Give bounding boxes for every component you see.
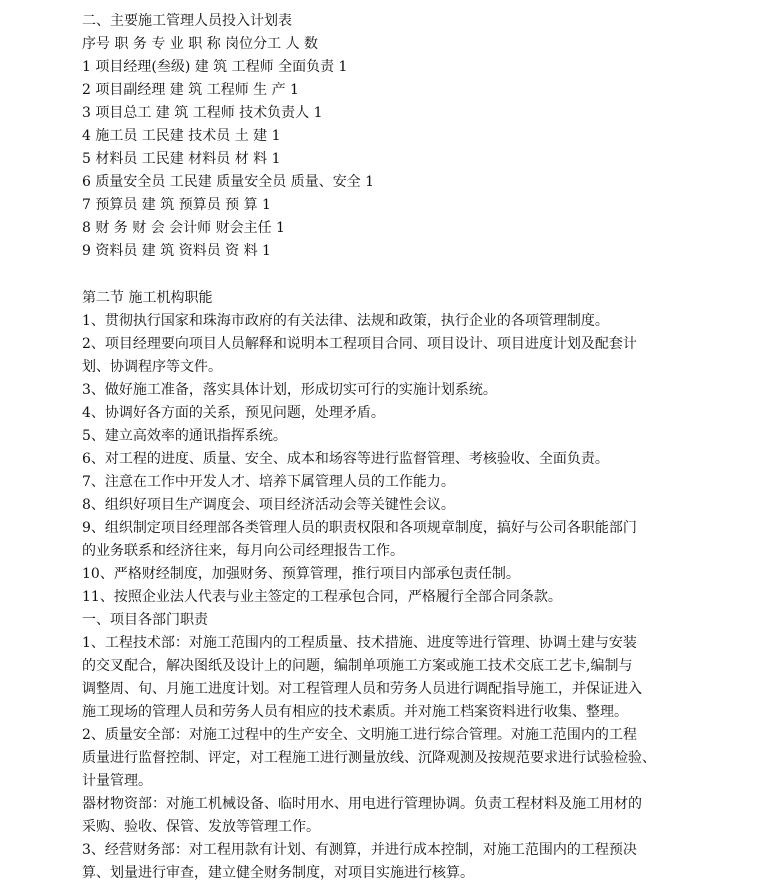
- paragraph-line: 6、对工程的进度、质量、安全、成本和场容等进行监督管理、考核验收、全面负责。: [82, 451, 609, 467]
- staff-table-row: 4 施工员 工民建 技术员 土 建 1: [82, 128, 281, 144]
- paragraph-line: 调整周、旬、月施工进度计划。对工程管理人员和劳务人员进行调配指导施工，并保证进入: [82, 681, 642, 697]
- paragraph-line: 8、组织好项目生产调度会、项目经济活动会等关键性会议。: [82, 497, 455, 513]
- paragraph-line: 的交叉配合，解决图纸及设计上的问题，编制单项施工方案或施工技术交底工艺卡,编制与: [82, 658, 633, 674]
- paragraph-line: 5、建立高效率的通讯指挥系统。: [82, 428, 287, 444]
- paragraph-line: 计量管理。: [82, 773, 152, 789]
- staff-table-row: 1 项目经理(叁级) 建 筑 工程师 全面负责 1: [82, 59, 348, 75]
- staff-table-row: 2 项目副经理 建 筑 工程师 生 产 1: [82, 82, 299, 98]
- paragraph-line: 2、质量安全部：对施工过程中的生产安全、文明施工进行综合管理。对施工范围内的工程: [82, 727, 637, 743]
- blank-line: [82, 263, 702, 287]
- paragraph-line: 7、注意在工作中开发人才、培养下属管理人员的工作能力。: [82, 474, 455, 490]
- paragraph-line: 3、做好施工准备，落实具体计划，形成切实可行的实施计划系统。: [82, 382, 497, 398]
- paragraph-line: 的业务联系和经济往来，每月向公司经理报告工作。: [82, 543, 404, 559]
- section-heading: 第二节 施工机构职能: [82, 290, 213, 306]
- staff-table-row: 8 财 务 财 会 会计师 财会主任 1: [82, 220, 285, 236]
- paragraph-line: 4、协调好各方面的关系，预见问题，处理矛盾。: [82, 405, 385, 421]
- paragraph-line: 划、协调程序等文件。: [82, 359, 222, 375]
- staff-table-row: 6 质量安全员 工民建 质量安全员 质量、安全 1: [82, 174, 375, 190]
- staff-table-row: 3 项目总工 建 筑 工程师 技术负责人 1: [82, 105, 323, 121]
- paragraph-line: 采购、验收、保管、发放等管理工作。: [82, 819, 320, 835]
- paragraph-line: 1、工程技术部：对施工范围内的工程质量、技术措施、进度等进行管理、协调土建与安装: [82, 635, 637, 651]
- paragraph-line: 9、组织制定项目经理部各类管理人员的职责权限和各项规章制度，搞好与公司各职能部门: [82, 520, 637, 536]
- document-page: [82, 0, 702, 885]
- paragraph-line: 3、经营财务部：对工程用款有计划、有测算，并进行成本控制，对施工范围内的工程预决: [82, 842, 637, 858]
- paragraph-line: 算、划量进行审查，建立健全财务制度，对项目实施进行核算。: [82, 865, 474, 881]
- paragraph-line: 施工现场的管理人员和劳务人员有相应的技术素质。并对施工档案资料进行收集、整理。: [82, 704, 628, 720]
- staff-plan-heading: 二、主要施工管理人员投入计划表: [82, 13, 292, 29]
- staff-table-header: 序号 职 务 专 业 职 称 岗位分工 人 数: [82, 36, 319, 52]
- paragraph-line: 器材物资部：对施工机械设备、临时用水、用电进行管理协调。负责工程材料及施工用材的: [82, 796, 642, 812]
- staff-table-row: 7 预算员 建 筑 预算员 预 算 1: [82, 197, 271, 213]
- paragraph-line: 10、严格财经制度，加强财务、预算管理，推行项目内部承包责任制。: [82, 566, 520, 582]
- paragraph-line: 一、项目各部门职责: [82, 612, 208, 628]
- paragraph-line: 质量进行监督控制、评定，对工程施工进行测量放线、沉降观测及按规范要求进行试验检验、: [82, 750, 656, 766]
- paragraph-line: 1、贯彻执行国家和珠海市政府的有关法律、法规和政策，执行企业的各项管理制度。: [82, 313, 609, 329]
- staff-table-row: 9 资料员 建 筑 资料员 资 料 1: [82, 243, 271, 259]
- staff-table: [82, 56, 702, 263]
- paragraph-line: 11、按照企业法人代表与业主签定的工程承包合同，严格履行全部合同条款。: [82, 589, 562, 605]
- paragraph-line: 2、项目经理要向项目人员解释和说明本工程项目合同、项目设计、项目进度计划及配套计: [82, 336, 637, 352]
- staff-table-row: 5 材料员 工民建 材料员 材 料 1: [82, 151, 281, 167]
- section-body: [82, 310, 702, 885]
